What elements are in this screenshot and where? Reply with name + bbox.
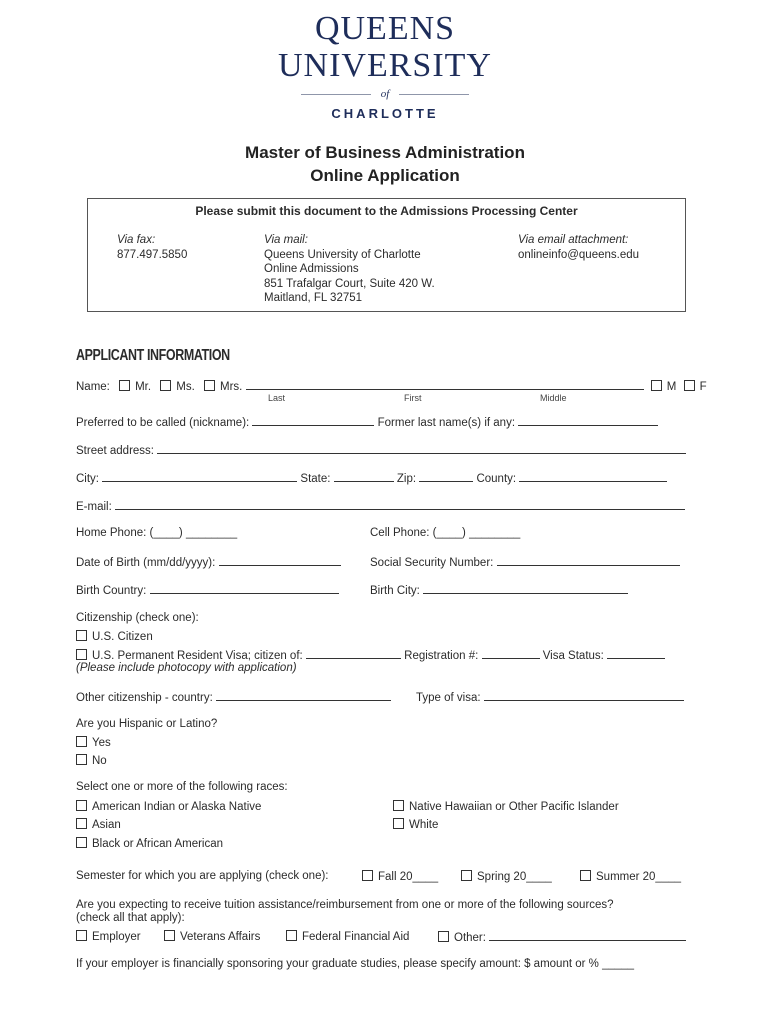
former-name-label: Former last name(s) if any:: [377, 417, 516, 429]
logo-of: of: [380, 88, 390, 100]
birth-city-field[interactable]: [423, 583, 628, 594]
zip-field[interactable]: [419, 471, 473, 482]
tuition-question-note: (check all that apply):: [76, 912, 185, 924]
state-label: State:: [300, 473, 331, 485]
dob-label: Date of Birth (mm/dd/yyyy):: [76, 557, 216, 569]
visa-type-field[interactable]: [484, 690, 684, 701]
american-indian-option: [76, 800, 261, 813]
spring-checkbox[interactable]: [461, 870, 472, 881]
mrs-checkbox[interactable]: [204, 380, 215, 391]
hispanic-question: Are you Hispanic or Latino?: [76, 718, 218, 730]
asian-checkbox[interactable]: [76, 818, 87, 829]
zip-label: Zip:: [396, 473, 417, 485]
summer-label: Summer 20____: [596, 871, 682, 883]
street-label: Street address:: [76, 445, 154, 457]
logo-of-row: [0, 86, 770, 102]
hispanic-yes-label: Yes: [92, 737, 111, 749]
mail-line: Queens University of Charlotte: [264, 248, 421, 261]
fax-label: Via fax:: [117, 234, 156, 246]
spring-label: Spring 20____: [477, 871, 552, 883]
logo-queens: QUEENS: [314, 10, 456, 47]
us-citizen-label: U.S. Citizen: [92, 631, 153, 643]
mail-line: Maitland, FL 32751: [264, 292, 363, 304]
other-source-checkbox[interactable]: [438, 931, 449, 942]
birth-country-label: Birth Country:: [76, 585, 147, 597]
veterans-label: Veterans Affairs: [180, 931, 261, 943]
us-citizen-checkbox[interactable]: [76, 630, 87, 641]
birth-country-row: [76, 583, 339, 597]
ssn-field[interactable]: [497, 555, 680, 566]
street-row: [76, 443, 686, 457]
email-row: [76, 499, 685, 513]
birth-country-field[interactable]: [150, 583, 339, 594]
birth-city-label: Birth City:: [370, 585, 420, 597]
nickname-label: Preferred to be called (nickname):: [76, 417, 250, 429]
permanent-resident-label: U.S. Permanent Resident Visa; citizen of:: [92, 650, 303, 662]
mail-line: 851 Trafalgar Court, Suite 420 W.: [264, 277, 435, 290]
visa-status-label: Visa Status:: [542, 650, 604, 662]
permanent-resident-checkbox[interactable]: [76, 649, 87, 660]
submission-heading: Please submit this document to the Admissions Processing Center: [195, 204, 578, 218]
email-attachment-label: Via email attachment:: [518, 234, 629, 246]
us-citizen-option: [76, 630, 153, 643]
email-column: [518, 233, 639, 262]
white-label: White: [409, 819, 439, 831]
fax-column: [117, 233, 187, 262]
hispanic-yes-checkbox[interactable]: [76, 736, 87, 747]
nickname-field[interactable]: [252, 415, 374, 426]
nickname-row: [76, 415, 658, 429]
races-question: Select one or more of the following races:: [76, 781, 288, 793]
other-citizenship-row: [76, 690, 391, 704]
home-phone[interactable]: Home Phone: (____) ________: [76, 527, 238, 539]
dob-field[interactable]: [219, 555, 341, 566]
name-field[interactable]: [246, 379, 644, 390]
citizen-of-field[interactable]: [306, 648, 401, 659]
dob-row: [76, 555, 341, 569]
middle-name-sublabel: Middle: [540, 393, 567, 403]
logo-rule-right: [399, 94, 469, 95]
black-label: Black or African American: [92, 838, 224, 850]
asian-label: Asian: [92, 819, 121, 831]
employer-checkbox[interactable]: [76, 930, 87, 941]
hispanic-no-checkbox[interactable]: [76, 754, 87, 765]
female-checkbox[interactable]: [684, 380, 695, 391]
logo-university: UNIVERSITY: [278, 47, 492, 84]
hispanic-no-label: No: [92, 755, 107, 767]
black-option: [76, 837, 223, 850]
white-checkbox[interactable]: [393, 818, 404, 829]
city-field[interactable]: [102, 471, 297, 482]
street-field[interactable]: [157, 443, 686, 454]
other-citizenship-label: Other citizenship - country:: [76, 692, 213, 704]
form-title-line2: Online Application: [310, 166, 460, 185]
mail-label: Via mail:: [264, 234, 308, 246]
asian-option: [76, 818, 121, 831]
white-option: [393, 818, 438, 831]
email-label: E-mail:: [76, 501, 112, 513]
mail-column: [264, 233, 435, 306]
black-checkbox[interactable]: [76, 837, 87, 848]
first-name-sublabel: First: [404, 393, 422, 403]
email-field[interactable]: [115, 499, 685, 510]
birth-city-row: [370, 583, 628, 597]
employer-option: [76, 930, 141, 943]
citizenship-label: Citizenship (check one):: [76, 612, 199, 624]
sponsor-amount-question[interactable]: If your employer is financially sponsoring your graduate studies, please specify amount: $ amount or % _____: [76, 958, 635, 970]
ms-label: Ms.: [176, 381, 195, 393]
form-title-line1: Master of Business Administration: [245, 143, 525, 162]
cell-phone[interactable]: Cell Phone: (____) ________: [370, 527, 521, 539]
other-source-option: [438, 930, 686, 944]
submission-info-box: [87, 198, 686, 312]
semester-question: Semester for which you are applying (check one):: [76, 870, 329, 882]
city-label: City:: [76, 473, 99, 485]
name-row: [76, 379, 707, 393]
hispanic-yes-option: [76, 736, 111, 749]
hispanic-no-option: [76, 754, 107, 767]
hawaiian-option: [393, 800, 619, 813]
other-source-field[interactable]: [489, 930, 686, 941]
photocopy-note: (Please include photocopy with application): [76, 662, 297, 674]
summer-checkbox[interactable]: [580, 870, 591, 881]
american-indian-label: American Indian or Alaska Native: [92, 801, 262, 813]
hawaiian-checkbox[interactable]: [393, 800, 404, 811]
tuition-question: Are you expecting to receive tuition assistance/reimbursement from one or more of the following sources?: [76, 899, 614, 911]
name-label: Name:: [76, 381, 110, 393]
veterans-checkbox[interactable]: [164, 930, 175, 941]
federal-aid-option: [286, 930, 409, 943]
university-logo: [0, 10, 770, 121]
mail-line: Online Admissions: [264, 263, 359, 275]
visa-status-field[interactable]: [607, 648, 665, 659]
other-citizenship-field[interactable]: [216, 690, 391, 701]
fall-checkbox[interactable]: [362, 870, 373, 881]
county-field[interactable]: [519, 471, 667, 482]
fax-value: 877.497.5850: [117, 248, 188, 261]
state-field[interactable]: [334, 471, 394, 482]
employer-label: Employer: [92, 931, 141, 943]
visa-type-row: [416, 690, 684, 704]
federal-aid-checkbox[interactable]: [286, 930, 297, 941]
mrs-label: Mrs.: [220, 381, 243, 393]
ssn-row: [370, 555, 680, 569]
county-label: County:: [476, 473, 517, 485]
hawaiian-label: Native Hawaiian or Other Pacific Islander: [409, 801, 619, 813]
fall-label: Fall 20____: [378, 871, 439, 883]
mr-checkbox[interactable]: [119, 380, 130, 391]
ssn-label: Social Security Number:: [370, 557, 494, 569]
registration-field[interactable]: [482, 648, 540, 659]
male-checkbox[interactable]: [651, 380, 662, 391]
fall-option: [362, 870, 438, 883]
section-heading: APPLICANT INFORMATION: [76, 347, 230, 364]
logo-rule-left: [301, 94, 371, 95]
former-name-field[interactable]: [518, 415, 658, 426]
female-label: F: [699, 381, 707, 393]
last-name-sublabel: Last: [268, 393, 286, 403]
registration-label: Registration #:: [404, 650, 479, 662]
american-indian-checkbox[interactable]: [76, 800, 87, 811]
email-attachment-value: onlineinfo@queens.edu: [518, 248, 640, 261]
spring-option: [461, 870, 552, 883]
mr-label: Mr.: [135, 381, 152, 393]
city-row: [76, 471, 667, 485]
ms-checkbox[interactable]: [160, 380, 171, 391]
permanent-resident-option: [76, 648, 665, 662]
summer-option: [580, 870, 681, 883]
male-label: M: [666, 381, 677, 393]
federal-aid-label: Federal Financial Aid: [302, 931, 410, 943]
logo-charlotte: CHARLOTTE: [331, 106, 439, 121]
visa-type-label: Type of visa:: [416, 692, 481, 704]
other-source-label: Other:: [454, 932, 486, 944]
veterans-option: [164, 930, 260, 943]
